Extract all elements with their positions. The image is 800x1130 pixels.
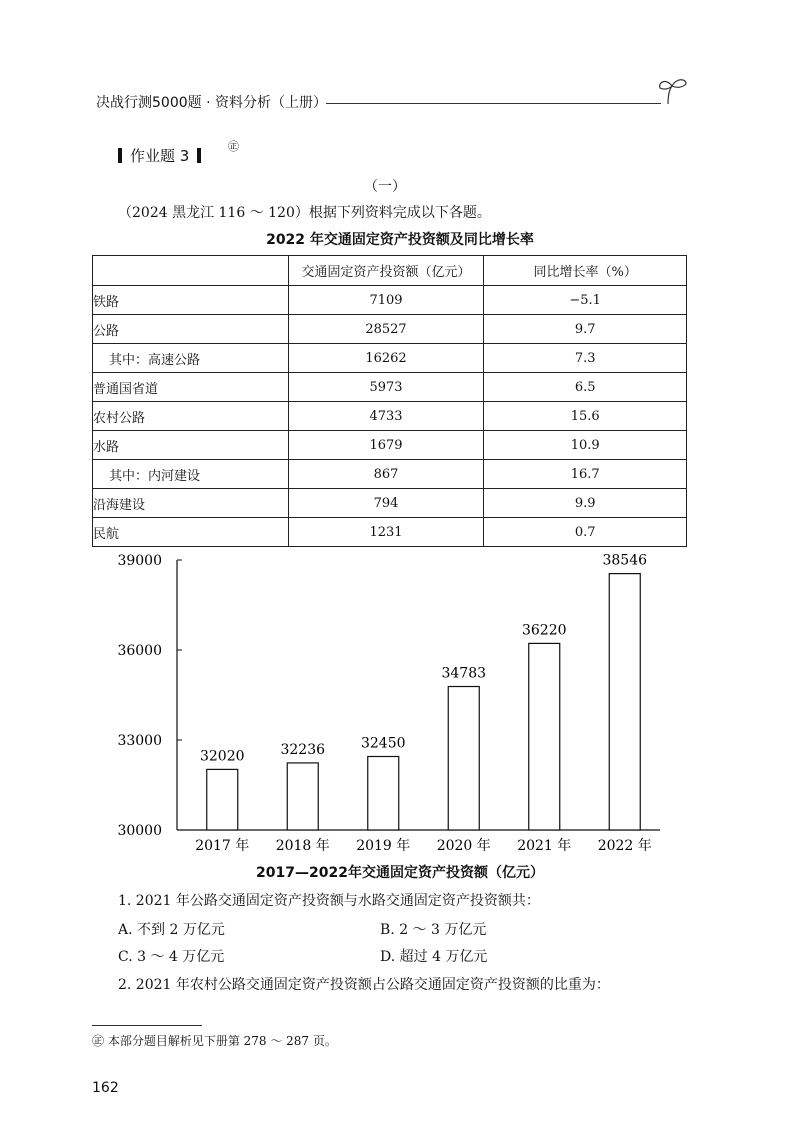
y-tick-label: 36000 [117,643,162,659]
chart-bar [609,574,640,830]
x-tick-label: 2020 年 [436,838,491,854]
investment-bar-chart [90,540,670,860]
table-row [93,315,687,344]
row-investment: 16262 [288,344,484,373]
chart-bar [287,763,318,830]
table-row [93,402,687,431]
running-head: 决战行测5000题 · 资料分析（上册） [96,95,327,111]
table-header-row [93,256,687,286]
chart-bar [529,643,560,830]
row-growth: 10.9 [484,431,687,460]
table-row [93,460,687,489]
x-tick-label: 2021 年 [517,838,572,854]
row-name: 普通国省道 [93,373,289,402]
y-tick-label: 39000 [117,553,162,569]
row-growth: 0.7 [484,518,687,547]
section-title-text: 作业题 3 [130,147,190,165]
question-1-option-d: D. 超过 4 万亿元 [380,949,488,965]
table-header-empty [93,256,289,286]
section-title [118,145,201,166]
x-tick-label: 2017 年 [195,838,250,854]
bar-data-label: 36220 [521,622,567,639]
row-name: 水路 [93,431,289,460]
x-tick-label: 2022 年 [597,838,652,854]
y-tick-label: 30000 [117,823,162,839]
bar-data-label: 32020 [199,748,245,765]
subsection-label: （一） [364,179,406,195]
row-growth: 6.5 [484,373,687,402]
table-row [93,373,687,402]
intro-text: （2024 黑龙江 116 ～ 120）根据下列资料完成以下各题。 [118,205,491,221]
x-tick-label: 2019 年 [356,838,411,854]
footnote-mark-icon: ㊣ [228,140,239,153]
y-tick-label: 33000 [117,733,162,749]
row-growth: 15.6 [484,402,687,431]
row-name: 沿海建设 [93,489,289,518]
row-investment: 867 [288,460,484,489]
row-growth: 9.9 [484,489,687,518]
row-investment: 4733 [288,402,484,431]
bar-data-label: 38546 [602,552,648,569]
table-row [93,431,687,460]
sprout-icon [656,76,690,106]
row-name: 民航 [93,518,289,547]
row-growth: 9.7 [484,315,687,344]
table-row [93,489,687,518]
bar-data-label: 34783 [441,665,487,682]
row-growth: 7.3 [484,344,687,373]
chart-bar [207,769,238,830]
question-1-option-b: B. 2 ～ 3 万亿元 [380,922,487,938]
row-investment: 794 [288,489,484,518]
chart-bar [368,757,399,831]
header-rule [326,103,661,104]
x-tick-label: 2018 年 [275,838,330,854]
chart-bar [448,687,479,830]
row-investment: 1231 [288,518,484,547]
table-title: 2022 年交通固定资产投资额及同比增长率 [266,232,534,248]
row-growth: 16.7 [484,460,687,489]
footnote-rule [92,1025,202,1026]
question-1-stem: 1. 2021 年公路交通固定资产投资额与水路交通固定资产投资额共： [118,893,540,909]
row-name: 铁路 [93,286,289,315]
title-bar-right [197,148,201,163]
page-number: 162 [92,1080,119,1096]
row-growth: −5.1 [484,286,687,315]
chart-title: 2017—2022年交通固定资产投资额（亿元） [256,865,544,881]
bar-data-label: 32450 [360,735,406,752]
row-investment: 7109 [288,286,484,315]
bar-data-label: 32236 [280,741,326,758]
row-investment: 5973 [288,373,484,402]
row-name: 农村公路 [93,402,289,431]
table-header-growth: 同比增长率（%） [484,256,687,286]
row-name: 公路 [93,315,289,344]
row-investment: 1679 [288,431,484,460]
table-row [93,286,687,315]
question-1-option-a: A. 不到 2 万亿元 [118,922,225,938]
investment-table [92,255,687,547]
table-header-investment: 交通固定资产投资额（亿元） [288,256,484,286]
title-bar-left [118,148,122,163]
row-investment: 28527 [288,315,484,344]
question-1-option-c: C. 3 ～ 4 万亿元 [118,949,225,965]
question-2-stem: 2. 2021 年农村公路交通固定资产投资额占公路交通固定资产投资额的比重为： [118,977,610,993]
footnote: ㊣ 本部分题目解析见下册第 278 ～ 287 页。 [92,1034,337,1048]
row-name: 其中：高速公路 [93,344,289,373]
row-name: 其中：内河建设 [93,460,289,489]
table-row [93,344,687,373]
